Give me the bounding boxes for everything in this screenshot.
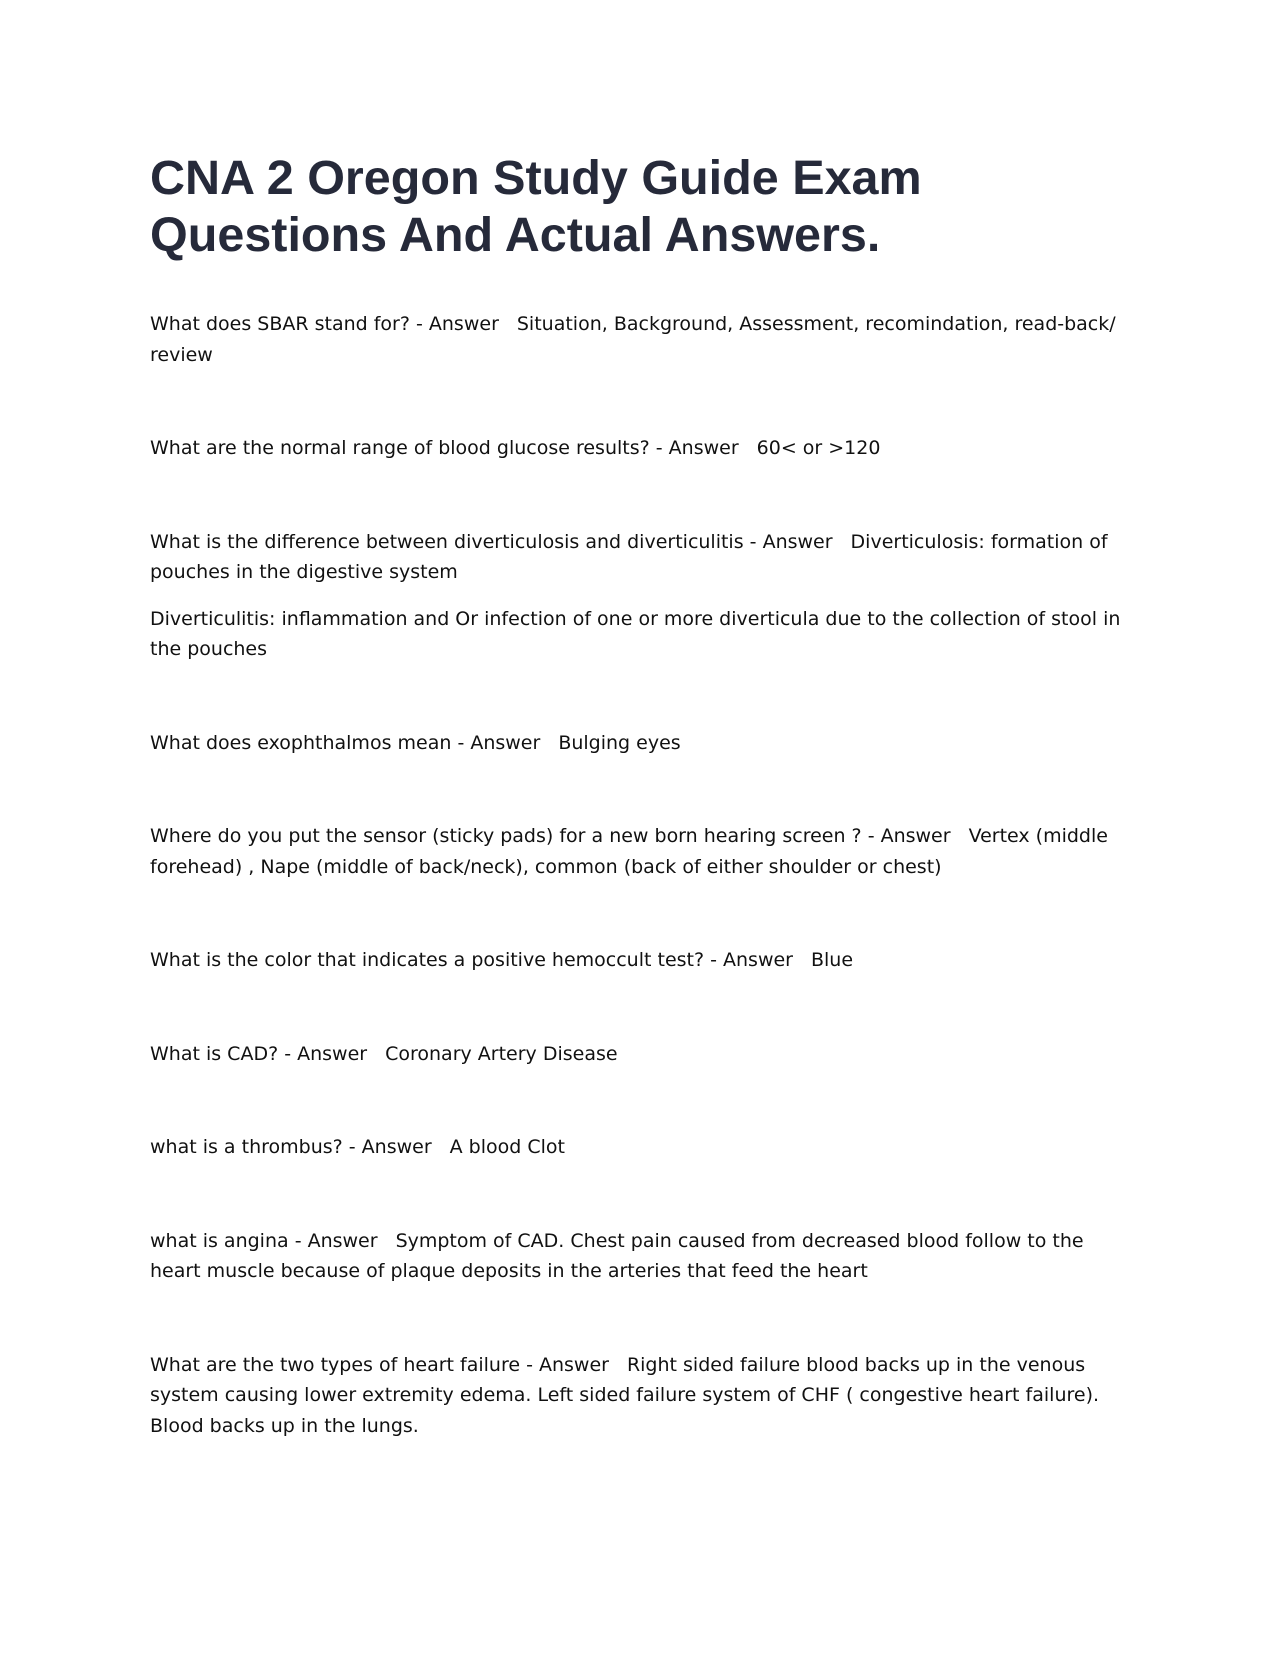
question-text: What does exophthalmos mean <box>150 731 452 754</box>
answer-text: 60< or >120 <box>756 437 881 459</box>
qa-list <box>150 309 1140 1441</box>
qa-paragraph <box>150 1039 1140 1070</box>
answer-text: Bulging eyes <box>558 731 681 754</box>
answer-text: Vertex (middle forehead) , Nape (middle of back/neck), common (back of either shoulder or chest) <box>150 825 1108 878</box>
document-title: CNA 2 Oregon Study Guide Exam Questions And Actual Answers. <box>150 151 922 262</box>
answer-separator: - Answer <box>294 1229 378 1252</box>
question-text: what is a thrombus? <box>150 1136 343 1158</box>
qa-paragraph <box>150 945 1140 976</box>
question-text: What is the color that indicates a positive hemoccult test? <box>150 949 705 971</box>
question-text: What is the difference between diverticulosis and diverticulitis <box>150 530 744 553</box>
qa-item <box>150 309 1140 370</box>
qa-paragraph <box>150 309 1140 370</box>
qa-item <box>150 821 1140 882</box>
answer-text: Coronary Artery Disease <box>385 1042 618 1065</box>
answer-text: Diverticulosis: formation of pouches in the digestive system <box>150 530 1108 583</box>
answer-continuation: Diverticulitis: inflammation and Or infection of one or more diverticula due to the collection of stool in the pouches <box>150 607 1121 660</box>
answer-separator: - Answer <box>867 825 951 847</box>
question-text: What are the two types of heart failure <box>150 1353 521 1376</box>
qa-paragraph <box>150 728 1140 759</box>
question-text: Where do you put the sensor (sticky pads) for a new born hearing screen ? <box>150 825 862 847</box>
qa-item <box>150 1350 1140 1442</box>
qa-item <box>150 1039 1140 1070</box>
answer-separator: - Answer <box>457 731 541 754</box>
question-text: What does SBAR stand for? <box>150 313 410 335</box>
qa-paragraph <box>150 1350 1140 1442</box>
answer-separator: - Answer <box>710 949 793 971</box>
answer-separator: - Answer <box>749 530 833 553</box>
answer-text: A blood Clot <box>449 1136 565 1158</box>
answer-separator: - Answer <box>284 1042 368 1065</box>
answer-separator: - Answer <box>526 1353 609 1376</box>
answer-text: Blue <box>810 949 854 971</box>
answer-text: Situation, Background, Assessment, recomindation, read-back/ review <box>150 313 1116 366</box>
answer-separator: - Answer <box>655 437 739 459</box>
answer-text: Symptom of CAD. Chest pain caused from decreased blood follow to the heart muscle because of plaque deposits in the arteries that feed the heart <box>150 1229 1084 1282</box>
qa-item <box>150 527 1140 665</box>
qa-paragraph <box>150 1132 1140 1163</box>
qa-paragraph <box>150 433 1140 464</box>
question-text: What are the normal range of blood glucose results? <box>150 437 650 459</box>
qa-item <box>150 1132 1140 1163</box>
qa-item <box>150 433 1140 464</box>
qa-paragraph <box>150 1226 1140 1287</box>
qa-item <box>150 945 1140 976</box>
answer-separator: - Answer <box>348 1136 432 1158</box>
qa-paragraph <box>150 527 1140 588</box>
qa-item <box>150 728 1140 759</box>
question-text: What is CAD? <box>150 1042 279 1065</box>
answer-separator: - Answer <box>416 313 499 335</box>
question-text: what is angina <box>150 1229 289 1252</box>
qa-item <box>150 1226 1140 1287</box>
qa-paragraph <box>150 821 1140 882</box>
answer-text: Right sided failure blood backs up in the venous system causing lower extremity edema. Left sided failure system of CHF ( congestive heart failure). Blood backs up in the lungs. <box>150 1353 1100 1437</box>
